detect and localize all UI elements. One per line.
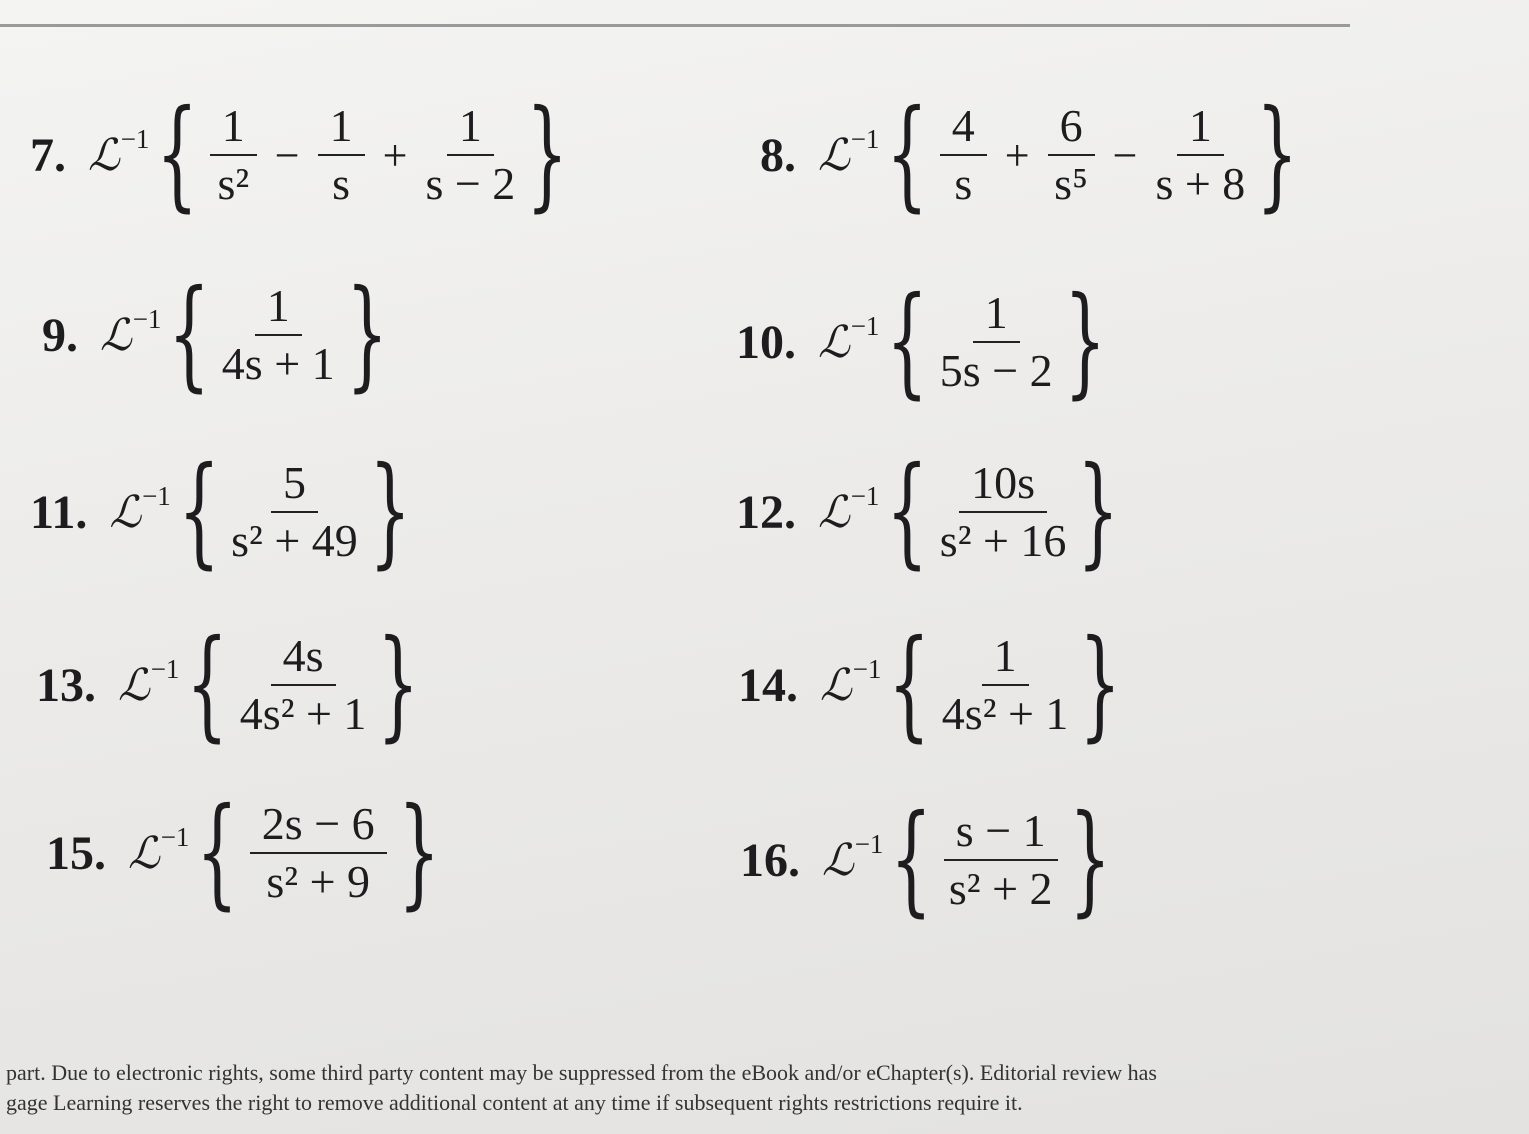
operator-exponent: −1 <box>854 828 884 859</box>
problem-number: 7. <box>30 128 66 182</box>
right-brace: } <box>377 615 420 754</box>
left-brace: { <box>177 442 220 581</box>
expression <box>934 457 1073 566</box>
fraction <box>1149 100 1251 209</box>
fraction <box>1042 100 1101 209</box>
problem-number: 13. <box>36 658 96 712</box>
problem-15 <box>46 773 447 933</box>
denominator: 5s − 2 <box>939 345 1053 396</box>
problem-number: 12. <box>736 485 796 539</box>
numerator: 1 <box>255 280 302 336</box>
fraction <box>936 630 1075 739</box>
numerator: 2s − 6 <box>250 798 387 854</box>
denominator: 4s + 1 <box>221 338 335 389</box>
operator-symbol: ℒ <box>118 659 150 711</box>
left-brace: { <box>196 783 239 922</box>
operator-exponent: −1 <box>132 303 162 334</box>
problem-13 <box>36 605 427 765</box>
problem-number: 14. <box>738 658 798 712</box>
left-brace: { <box>168 265 211 404</box>
problem-number: 15. <box>46 826 106 880</box>
operator-symbol: ℒ <box>88 129 120 181</box>
expression <box>225 457 364 566</box>
operator-exponent: −1 <box>852 653 882 684</box>
expression <box>936 630 1075 739</box>
operator-exponent: −1 <box>150 653 180 684</box>
denominator: s <box>954 158 973 209</box>
problem-number: 9. <box>42 308 78 362</box>
expression <box>204 100 522 209</box>
fraction <box>216 280 341 389</box>
inverse-laplace-operator <box>118 653 180 711</box>
inverse-laplace-operator <box>100 303 162 361</box>
numerator: 1 <box>447 100 494 156</box>
copyright-line-2: gage Learning reserves the right to remove additional content at any time if subsequent rights restrictions require it. <box>6 1090 1023 1115</box>
operator-symbol: ℒ <box>100 309 132 361</box>
operator-exponent: −1 <box>142 480 171 511</box>
denominator: 4s² + 1 <box>941 688 1069 739</box>
numerator: 10s <box>959 457 1047 513</box>
problem-number: 8. <box>760 128 796 182</box>
left-brace: { <box>890 790 933 929</box>
left-brace: { <box>156 85 199 224</box>
right-brace: } <box>1079 615 1122 754</box>
operator-exponent: −1 <box>850 310 880 341</box>
denominator: s − 2 <box>425 158 516 209</box>
problem-8 <box>760 75 1306 235</box>
left-brace: { <box>886 85 929 224</box>
numerator: 4 <box>940 100 987 156</box>
fraction <box>934 457 1073 566</box>
right-brace: } <box>526 85 569 224</box>
numerator: 4s <box>271 630 336 686</box>
sign: − <box>274 130 300 180</box>
fraction <box>234 630 373 739</box>
fraction <box>934 100 993 209</box>
fraction <box>938 805 1064 914</box>
problem-10 <box>736 262 1113 422</box>
left-brace: { <box>186 615 229 754</box>
denominator: s <box>332 158 351 209</box>
denominator: s² + 9 <box>266 856 371 907</box>
denominator: s⁵ <box>1054 158 1089 209</box>
expression <box>938 805 1064 914</box>
expression <box>934 100 1252 209</box>
numerator: 1 <box>318 100 365 156</box>
fraction <box>312 100 371 209</box>
inverse-laplace-operator <box>822 828 884 886</box>
operator-exponent: −1 <box>120 123 150 154</box>
expression <box>234 630 373 739</box>
copyright-notice <box>0 1058 1470 1118</box>
operator-exponent: −1 <box>850 123 880 154</box>
right-brace: } <box>368 442 411 581</box>
denominator: s² <box>217 158 250 209</box>
problem-14 <box>738 605 1129 765</box>
fraction <box>934 287 1059 396</box>
inverse-laplace-operator <box>818 480 880 538</box>
right-brace: } <box>1256 85 1299 224</box>
inverse-laplace-operator <box>128 821 190 879</box>
problem-number: 11. <box>30 485 88 539</box>
operator-symbol: ℒ <box>820 659 852 711</box>
right-brace: } <box>345 265 388 404</box>
problem-7 <box>30 75 576 235</box>
operator-symbol: ℒ <box>818 316 850 368</box>
expression <box>934 287 1059 396</box>
sign: + <box>382 130 408 180</box>
inverse-laplace-operator <box>88 123 150 181</box>
problem-number: 10. <box>736 315 796 369</box>
left-brace: { <box>886 442 929 581</box>
inverse-laplace-operator <box>818 123 880 181</box>
numerator: 1 <box>210 100 257 156</box>
left-brace: { <box>888 615 931 754</box>
expression <box>244 798 393 907</box>
denominator: s² + 16 <box>939 515 1067 566</box>
fraction <box>244 798 393 907</box>
numerator: 5 <box>271 457 318 513</box>
top-rule <box>0 24 1350 27</box>
problem-12 <box>736 432 1127 592</box>
copyright-line-1: part. Due to electronic rights, some third party content may be suppressed from the eBook and/or eChapter(s). Editorial review has <box>6 1060 1157 1085</box>
operator-symbol: ℒ <box>128 827 160 879</box>
numerator: 6 <box>1048 100 1095 156</box>
fraction <box>419 100 521 209</box>
inverse-laplace-operator <box>818 310 880 368</box>
numerator: 1 <box>1177 100 1224 156</box>
operator-symbol: ℒ <box>818 129 850 181</box>
numerator: 1 <box>973 287 1020 343</box>
numerator: 1 <box>982 630 1029 686</box>
problem-number: 16. <box>740 833 800 887</box>
operator-exponent: −1 <box>160 821 190 852</box>
denominator: 4s² + 1 <box>239 688 367 739</box>
sign: − <box>1112 130 1138 180</box>
denominator: s² + 49 <box>231 515 358 566</box>
sign: + <box>1004 130 1030 180</box>
problem-16 <box>740 780 1118 940</box>
problem-9 <box>42 255 395 415</box>
fraction <box>225 457 364 566</box>
denominator: s + 8 <box>1155 158 1246 209</box>
inverse-laplace-operator <box>109 480 171 538</box>
right-brace: } <box>1063 272 1106 411</box>
expression <box>216 280 341 389</box>
inverse-laplace-operator <box>820 653 882 711</box>
denominator: s² + 2 <box>948 863 1053 914</box>
operator-exponent: −1 <box>850 480 880 511</box>
operator-symbol: ℒ <box>818 486 850 538</box>
numerator: s − 1 <box>944 805 1058 861</box>
operator-symbol: ℒ <box>822 834 854 886</box>
fraction <box>204 100 263 209</box>
right-brace: } <box>1068 790 1111 929</box>
operator-symbol: ℒ <box>109 486 142 538</box>
problem-11 <box>30 432 418 592</box>
left-brace: { <box>886 272 929 411</box>
right-brace: } <box>397 783 440 922</box>
right-brace: } <box>1077 442 1120 581</box>
